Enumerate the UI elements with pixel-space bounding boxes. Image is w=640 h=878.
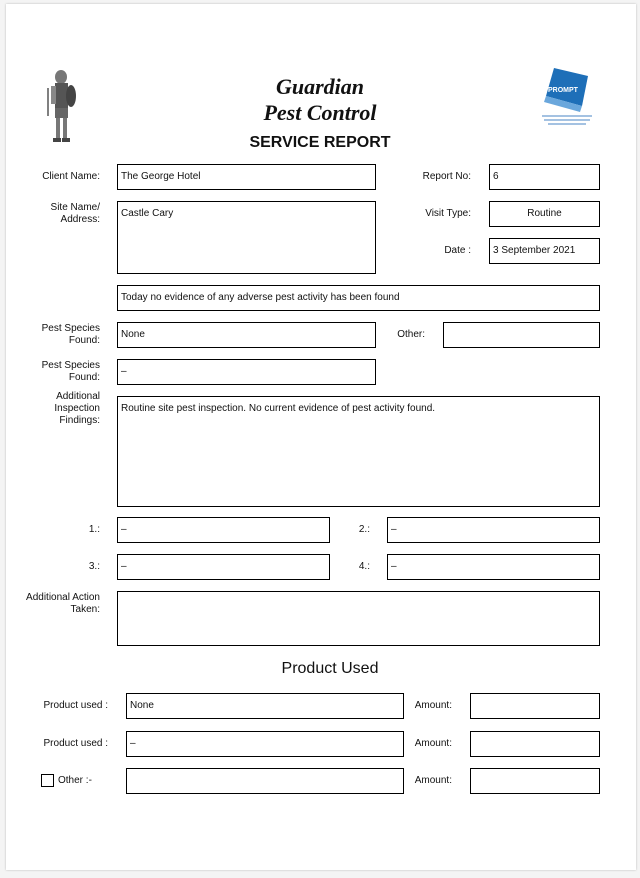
prompt-badge-logo (538, 66, 596, 128)
item4-field[interactable]: – (387, 554, 600, 580)
amount-label-2: Amount: (414, 738, 452, 749)
product-row-3-field[interactable] (126, 768, 404, 794)
findings-label: Additional Inspection Findings: (54, 391, 100, 426)
visit-type-label: Visit Type: (425, 208, 471, 219)
amount-label-1: Amount: (414, 700, 452, 711)
product-section-title: Product Used (281, 660, 379, 677)
item3-label: 3.: (88, 561, 100, 572)
other-field[interactable] (443, 322, 600, 348)
pest-species-field-2[interactable]: – (117, 359, 376, 385)
date-field[interactable]: 3 September 2021 (489, 238, 600, 264)
item2-field[interactable]: – (387, 517, 600, 543)
product-row-2-label: Product used : (43, 738, 108, 749)
amount-field-1[interactable] (470, 693, 600, 719)
report-no-label: Report No: (422, 171, 471, 182)
product-row-2-field[interactable]: – (126, 731, 404, 757)
company-name-line2: Pest Control (263, 100, 377, 125)
pest-species-label: Pest Species Found: (41, 323, 100, 346)
amount-label-3: Amount: (414, 775, 452, 786)
item1-field[interactable]: – (117, 517, 330, 543)
amount-field-3[interactable] (470, 768, 600, 794)
visit-type-field[interactable]: Routine (489, 201, 600, 227)
other-checkbox[interactable] (41, 774, 54, 787)
report-no-field[interactable]: 6 (489, 164, 600, 190)
amount-field-2[interactable] (470, 731, 600, 757)
site-address-label: Site Name/ Address: (50, 202, 100, 225)
client-name-field[interactable]: The George Hotel (117, 164, 376, 190)
badge-text: PROMPT (548, 87, 578, 94)
item4-label: 4.: (358, 561, 370, 572)
product-row-1-field[interactable]: None (126, 693, 404, 719)
product-row-1-label: Product used : (43, 700, 108, 711)
action-field[interactable] (117, 591, 600, 646)
action-label: Additional Action Taken: (26, 592, 100, 615)
site-address-field[interactable]: Castle Cary (117, 201, 376, 274)
other-label: Other: (397, 329, 425, 340)
client-name-label: Client Name: (42, 171, 100, 182)
item2-label: 2.: (358, 524, 370, 535)
pest-species-label-2: Pest Species Found: (41, 360, 100, 383)
report-title: SERVICE REPORT (249, 134, 391, 151)
findings-field[interactable]: Routine site pest inspection. No current evidence of pest activity found. (117, 396, 600, 507)
product-row-3-label: Other :- (58, 775, 92, 786)
company-name-line1: Guardian (275, 74, 365, 99)
date-label: Date : (444, 245, 471, 256)
item1-label: 1.: (88, 524, 100, 535)
pest-species-field[interactable]: None (117, 322, 376, 348)
summary-field[interactable]: Today no evidence of any adverse pest activity has been found (117, 285, 600, 311)
item3-field[interactable]: – (117, 554, 330, 580)
